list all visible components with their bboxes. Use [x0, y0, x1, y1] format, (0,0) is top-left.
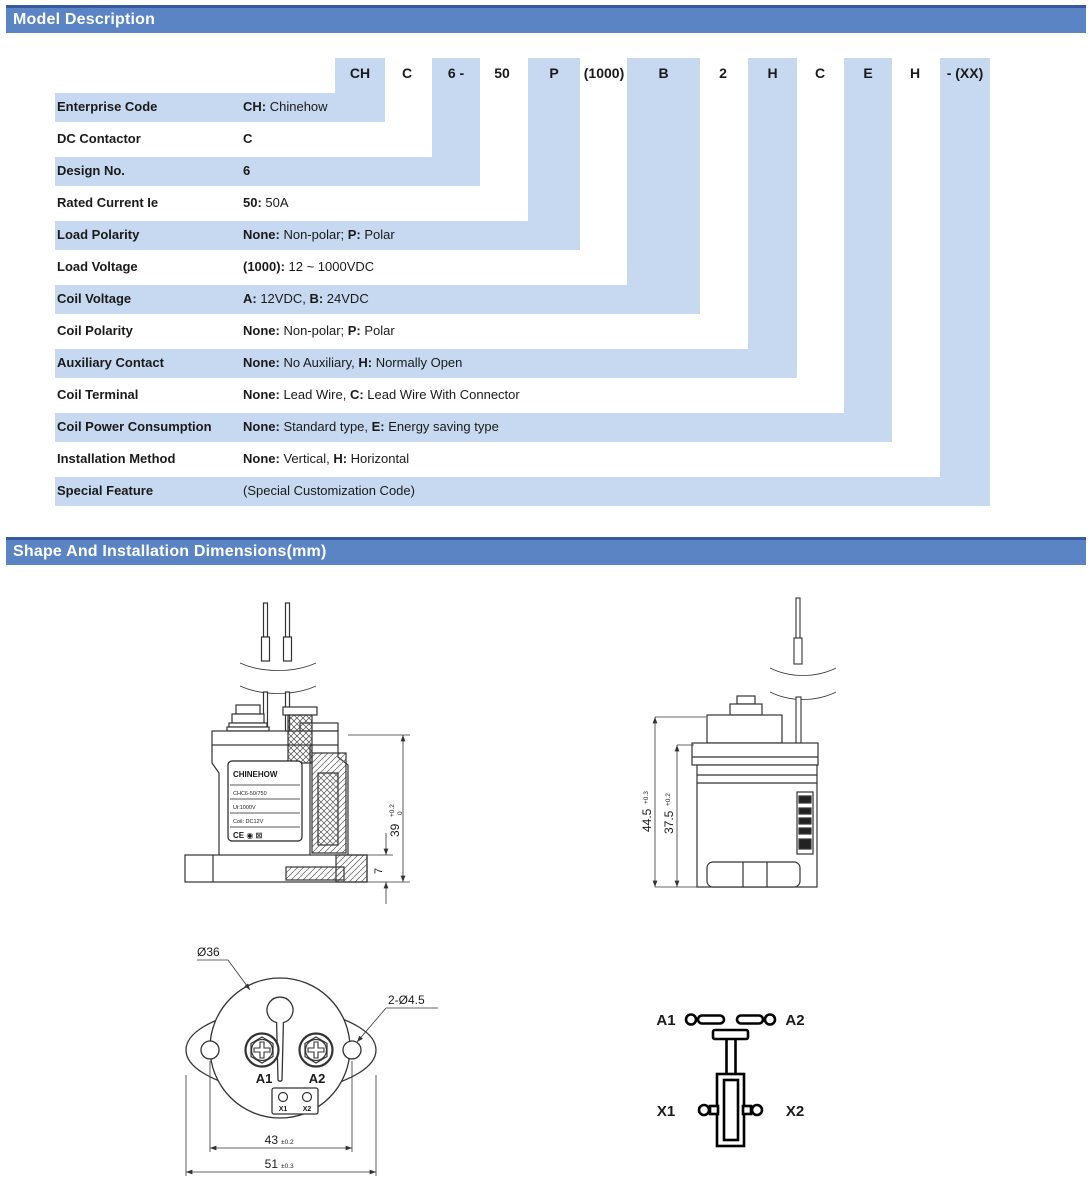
dim-44-5-value: 44.5	[640, 808, 654, 832]
row-value-part: Vertical,	[279, 451, 334, 466]
row-value-part: Lead Wire,	[279, 387, 350, 402]
row-value	[243, 347, 462, 379]
schematic-a2-label: A2	[785, 1012, 805, 1029]
dim-44-5-tol: +0.3	[643, 791, 650, 804]
holes-label: 2-Ø4.5	[388, 993, 425, 1007]
row-value-part: Non-polar;	[279, 227, 348, 242]
row-value-part: H:	[358, 355, 373, 370]
table-row	[0, 155, 1092, 187]
model-text: CHC6-50/750	[233, 791, 267, 797]
row-value	[243, 219, 395, 251]
row-value-part: (1000):	[243, 259, 285, 274]
table-row	[0, 251, 1092, 283]
section-title: Model Description	[13, 11, 156, 28]
schematic-a1-label: A1	[656, 1012, 676, 1029]
row-value-part: H:	[333, 451, 348, 466]
row-label: DC Contactor	[57, 131, 141, 146]
code-segment-4: P	[549, 65, 559, 81]
terminal-a1	[246, 1034, 279, 1067]
table-row	[0, 187, 1092, 219]
table-row	[0, 347, 1092, 379]
row-value-part: P:	[347, 323, 361, 338]
row-value-part: None:	[243, 323, 280, 338]
row-label: Special Feature	[57, 483, 154, 498]
row-value	[243, 379, 520, 411]
row-value-part: None:	[243, 227, 280, 242]
row-value-part: Standard type,	[279, 419, 372, 434]
dim-39-value: 39	[388, 823, 402, 837]
code-segment-0: CH	[349, 65, 371, 81]
cert-marks: CE ◉ ⊠	[233, 831, 263, 840]
coil-text: Coil: DC12V	[233, 819, 264, 825]
aux-x2-label: X2	[302, 1106, 312, 1113]
row-value-part: CH:	[243, 99, 267, 114]
table-row	[0, 411, 1092, 443]
code-segment-2: 6 -	[447, 65, 465, 81]
row-value	[243, 251, 374, 283]
code-segment-12: - (XX)	[946, 65, 984, 81]
row-value-part: C	[243, 131, 253, 146]
row-value-part: B:	[309, 291, 324, 306]
row-value	[243, 123, 252, 155]
dim-39-tol-lower: 0	[397, 811, 404, 815]
terminal-a1-label: A1	[255, 1071, 273, 1086]
drawing-bottom-view	[170, 940, 465, 1189]
table-row	[0, 443, 1092, 475]
row-value-part: Chinehow	[266, 99, 328, 114]
leader-dia36	[197, 960, 250, 990]
terminal-a2	[300, 1034, 333, 1067]
mount-hole-left	[201, 1041, 219, 1059]
table-row	[0, 283, 1092, 315]
schematic-x2-label: X2	[785, 1103, 805, 1120]
table-row	[0, 315, 1092, 347]
table-row	[0, 91, 1092, 123]
dim-37-5-tol: +0.2	[665, 793, 672, 806]
code-segment-6: B	[658, 65, 669, 81]
drawing-side-view	[610, 580, 905, 920]
row-value-part: Lead Wire With Connector	[363, 387, 520, 402]
mount-hole-right	[343, 1041, 361, 1059]
code-segment-3: 50	[494, 65, 510, 81]
row-value-part: Energy saving type	[384, 419, 499, 434]
row-value-part: 24VDC	[323, 291, 369, 306]
table-row	[0, 379, 1092, 411]
row-label: Coil Voltage	[57, 291, 132, 306]
dim-43-tol: ±0.2	[281, 1139, 294, 1146]
row-label: Installation Method	[57, 451, 176, 466]
aux-x1-label: X1	[278, 1106, 288, 1113]
row-label: Load Voltage	[57, 259, 138, 274]
row-value-part: 50:	[243, 195, 262, 210]
code-segment-10: E	[863, 65, 873, 81]
row-label: Coil Polarity	[57, 323, 133, 338]
row-value-part: C:	[349, 387, 364, 402]
row-value-part: 12 ~ 1000VDC	[284, 259, 375, 274]
row-label: Coil Power Consumption	[57, 419, 212, 434]
dimension-37-5	[677, 745, 694, 887]
row-value	[243, 443, 409, 475]
row-value-part: Polar	[360, 227, 395, 242]
row-value-part: P:	[347, 227, 361, 242]
row-value	[243, 155, 250, 187]
row-value-part: None:	[243, 451, 280, 466]
model-code-breakdown	[0, 0, 1092, 530]
table-row	[0, 219, 1092, 251]
row-label: Rated Current Ie	[57, 195, 159, 210]
row-value-part: Horizontal	[347, 451, 410, 466]
table-row	[0, 123, 1092, 155]
drawing-section-view	[90, 595, 490, 925]
row-value	[243, 187, 289, 219]
dim-7-value: 7	[373, 867, 385, 874]
row-value	[243, 411, 499, 443]
row-label: Coil Terminal	[57, 387, 139, 402]
row-value-part: (Special Customization Code)	[243, 483, 415, 498]
dim-51-tol: ±0.3	[281, 1163, 294, 1170]
code-segment-7: 2	[719, 65, 727, 81]
row-value-part: Non-polar;	[279, 323, 348, 338]
row-value	[243, 315, 395, 347]
row-value-part: None:	[243, 419, 280, 434]
row-value	[243, 91, 328, 123]
row-value-part: A:	[243, 291, 257, 306]
code-segment-9: C	[814, 65, 826, 81]
row-value-part: 6	[243, 163, 251, 178]
row-label: Enterprise Code	[57, 99, 158, 114]
row-label: Load Polarity	[57, 227, 140, 242]
row-value-part: E:	[371, 419, 385, 434]
voltage-text: Ui:1000V	[233, 805, 256, 811]
code-segment-5: (1000)	[583, 65, 625, 81]
dim-37-5-value: 37.5	[662, 810, 676, 834]
section-banner-dimensions	[6, 537, 1086, 565]
terminal-a2-label: A2	[308, 1071, 326, 1086]
row-value	[243, 475, 415, 507]
row-label: Auxiliary Contact	[57, 355, 164, 370]
row-value-part: Normally Open	[372, 355, 463, 370]
row-value-part: Polar	[360, 323, 395, 338]
nameplate-label	[228, 761, 302, 841]
code-segment-11: H	[909, 65, 921, 81]
dia36-label: Ø36	[197, 945, 220, 959]
row-label: Design No.	[57, 163, 125, 178]
row-value-part: None:	[243, 387, 280, 402]
code-segment-8: H	[767, 65, 778, 81]
row-value-part: 50A	[261, 195, 289, 210]
row-value-part: 12VDC,	[256, 291, 310, 306]
brand-text: CHINEHOW	[233, 770, 278, 779]
dim-43-value: 43	[264, 1133, 278, 1147]
row-value-part: None:	[243, 355, 280, 370]
dim-51-value: 51	[264, 1157, 278, 1171]
section-title: Shape And Installation Dimensions(mm)	[13, 543, 327, 560]
schematic-x1-label: X1	[656, 1103, 676, 1120]
table-row	[0, 475, 1092, 507]
dim-39-tol-upper: +0.2	[389, 804, 396, 817]
schematic-symbol	[686, 1015, 775, 1147]
row-value-part: No Auxiliary,	[279, 355, 359, 370]
row-value	[243, 283, 369, 315]
drawing-schematic	[640, 1000, 820, 1155]
code-segment-1: C	[401, 65, 413, 81]
